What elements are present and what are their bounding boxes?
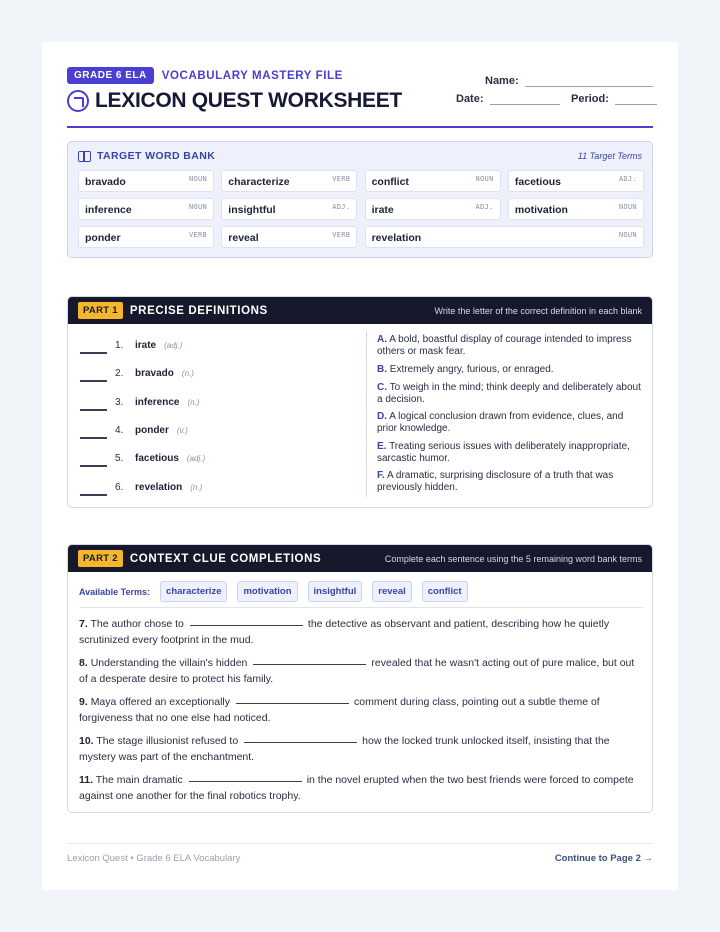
definition-letter: E. — [377, 441, 387, 452]
worksheet-page — [42, 42, 678, 890]
definition — [377, 334, 645, 358]
period-line[interactable] — [615, 93, 657, 105]
matching-item — [80, 448, 360, 468]
available-terms — [79, 581, 478, 602]
word-chip — [508, 198, 644, 220]
word: characterize — [228, 176, 290, 188]
footer-title: Lexicon Quest • Grade 6 ELA Vocabulary — [67, 853, 241, 864]
sentence-after: the detective as observant and patient, describing how he quietly scrutinized every footprint in the mud. — [79, 618, 610, 646]
word: motivation — [514, 204, 568, 216]
item-number: 1. — [115, 339, 124, 351]
term-chip: characterize — [160, 581, 227, 602]
matching-item — [80, 420, 360, 440]
word-chip — [365, 170, 501, 192]
word-chip — [78, 170, 214, 192]
word: reveal — [228, 232, 259, 244]
sentence-item — [79, 734, 639, 765]
item-number: 6. — [115, 481, 124, 493]
name-label: Name: — [485, 75, 519, 87]
item-number: 5. — [115, 452, 124, 464]
word-pos: ADJ. — [332, 203, 351, 211]
sentence-before: Maya offered an exceptionally — [90, 696, 230, 708]
grade-badge: GRADE 6 ELA — [67, 67, 154, 84]
sentence-before: The stage illusionist refused to — [96, 735, 239, 747]
part1-instruction: Write the letter of the correct definition in each blank — [434, 305, 642, 316]
sentence-item — [79, 656, 639, 687]
sentence-item — [79, 695, 639, 726]
column-divider — [366, 331, 367, 497]
sentence-after: comment during class, pointing out a subtle theme of forgiveness that no one else had noticed. — [79, 696, 600, 724]
answer-blank[interactable] — [80, 437, 107, 439]
date-field — [456, 93, 560, 105]
item-number: 3. — [115, 396, 124, 408]
word-chip — [78, 198, 214, 220]
page-title: LEXICON QUEST WORKSHEET — [95, 89, 402, 112]
date-line[interactable] — [490, 93, 560, 105]
sentence-item — [79, 617, 639, 648]
sentence-before: Understanding the villain's hidden — [90, 657, 248, 669]
word-chip — [365, 198, 501, 220]
word-pos: VERB — [332, 231, 351, 239]
item-number: 4. — [115, 424, 124, 436]
sentence-number: 7. — [79, 618, 88, 630]
word: insightful — [228, 204, 276, 216]
definition-letter: D. — [377, 411, 387, 422]
definition — [377, 364, 645, 376]
word-pos: VERB — [332, 175, 351, 183]
definition-letter: A. — [377, 334, 387, 345]
sentence-number: 10. — [79, 735, 94, 747]
word-pos: ADJ. — [475, 203, 494, 211]
word: irate — [371, 204, 394, 216]
word: inference — [85, 204, 132, 216]
word-chip — [508, 170, 644, 192]
definition-text: A dramatic, surprising disclosure of a truth that was previously hidden. — [377, 470, 614, 493]
definition — [377, 441, 645, 465]
compass-icon — [67, 90, 89, 112]
part2-title: CONTEXT CLUE COMPLETIONS — [129, 552, 322, 565]
word-pos: NOUN — [188, 203, 207, 211]
term-chip: conflict — [422, 581, 468, 602]
word-pos: NOUN — [475, 175, 494, 183]
continue-link[interactable]: Continue to Page 2 → — [554, 853, 653, 864]
definition-text: A bold, boastful display of courage intended to impress others or mask fear. — [377, 334, 632, 357]
term-chip: reveal — [372, 581, 411, 602]
footer-divider — [67, 843, 653, 844]
sentence-item — [79, 773, 639, 804]
word-pos: NOUN — [618, 231, 637, 239]
definition — [377, 411, 645, 435]
word-pos: NOUN — [188, 175, 207, 183]
word-chip — [78, 226, 214, 248]
matching-item — [80, 477, 360, 497]
item-term: revelation — [135, 481, 183, 493]
item-term: inference — [135, 396, 180, 408]
sentence-number: 9. — [79, 696, 88, 708]
word-pos: ADJ. — [618, 175, 637, 183]
title-row — [67, 89, 402, 113]
sentence-after: revealed that he wasn't acting out of pure malice, but out of a desperate desire to protect his family. — [79, 657, 635, 685]
sentence-before: The author chose to — [90, 618, 184, 630]
sentence-before: The main dramatic — [95, 774, 183, 786]
definition-text: Treating serious issues with deliberately inappropriate, sarcastic humor. — [377, 441, 630, 464]
definition-text: A logical conclusion drawn from evidence, clues, and prior knowledge. — [377, 411, 624, 434]
definition-letter: B. — [377, 364, 387, 375]
part1-section — [67, 296, 653, 508]
sentence-number: 11. — [79, 774, 94, 786]
word-chip — [221, 198, 357, 220]
word: facetious — [514, 176, 561, 188]
answer-blank[interactable] — [189, 781, 302, 782]
answer-blank[interactable] — [80, 352, 107, 354]
part2-badge: PART 2 — [78, 550, 123, 567]
part2-section — [67, 544, 653, 813]
part1-header — [68, 297, 652, 324]
header-tagline — [67, 67, 343, 84]
item-term: irate — [135, 339, 157, 351]
book-icon — [78, 151, 91, 162]
word-bank-title-text: TARGET WORD BANK — [97, 150, 216, 162]
answer-blank[interactable] — [80, 380, 107, 382]
part1-badge: PART 1 — [78, 302, 123, 319]
matching-item — [80, 363, 360, 383]
period-field — [571, 93, 657, 105]
matching-item — [80, 392, 360, 412]
word: revelation — [371, 232, 422, 244]
part1-title: PRECISE DEFINITIONS — [129, 304, 268, 317]
sentence-after: in the novel erupted when the two best friends were forced to compete against one another for the final robotics trophy. — [79, 774, 634, 802]
name-field — [485, 75, 653, 87]
word: bravado — [85, 176, 126, 188]
header-divider — [67, 126, 653, 128]
item-pos: (v.) — [176, 425, 188, 435]
item-number: 2. — [115, 367, 124, 379]
answer-blank[interactable] — [244, 742, 357, 743]
word-bank-count: 11 Target Terms — [577, 151, 642, 161]
item-pos: (n.) — [190, 482, 203, 492]
available-terms-label: Available Terms: — [79, 586, 151, 597]
word: ponder — [85, 232, 121, 244]
item-term: ponder — [135, 424, 169, 436]
word-pos: NOUN — [618, 203, 637, 211]
date-label: Date: — [456, 93, 484, 105]
item-term: facetious — [135, 452, 179, 464]
word-bank-header — [78, 150, 642, 162]
word-bank-title — [78, 150, 215, 162]
word: conflict — [371, 176, 409, 188]
term-chip: motivation — [237, 581, 297, 602]
sentence-number: 8. — [79, 657, 88, 669]
answer-blank[interactable] — [253, 664, 366, 665]
part2-instruction: Complete each sentence using the 5 remaining word bank terms — [384, 553, 642, 564]
word-bank — [67, 141, 653, 258]
item-pos: (adj.) — [186, 453, 206, 463]
sentence-after: how the locked trunk unlocked itself, insisting that the mystery was part of the enchantment. — [79, 735, 610, 763]
name-line[interactable] — [525, 75, 653, 87]
matching-item — [80, 335, 360, 355]
definition — [377, 382, 645, 406]
answer-blank[interactable] — [80, 409, 107, 411]
answer-blank[interactable] — [236, 703, 349, 704]
word-bank-grid — [78, 170, 644, 248]
item-term: bravado — [135, 367, 174, 379]
word-chip — [221, 226, 357, 248]
term-chip: insightful — [308, 581, 363, 602]
answer-blank[interactable] — [190, 625, 303, 626]
word-pos: VERB — [188, 231, 207, 239]
available-terms-divider — [79, 607, 643, 608]
definition-text: To weigh in the mind; think deeply and deliberately about a decision. — [377, 382, 641, 405]
part2-header — [68, 545, 652, 572]
item-pos: (n.) — [187, 397, 200, 407]
item-pos: (n.) — [181, 368, 194, 378]
definition-letter: C. — [377, 382, 387, 393]
definition — [377, 470, 645, 494]
definition-letter: F. — [377, 470, 385, 481]
answer-blank[interactable] — [80, 465, 107, 467]
item-pos: (adj.) — [164, 340, 183, 350]
period-label: Period: — [571, 93, 609, 105]
word-chip — [365, 226, 644, 248]
answer-blank[interactable] — [80, 494, 107, 496]
definition-text: Extremely angry, furious, or enraged. — [389, 364, 554, 375]
file-label: VOCABULARY MASTERY FILE — [161, 69, 343, 82]
word-chip — [221, 170, 357, 192]
